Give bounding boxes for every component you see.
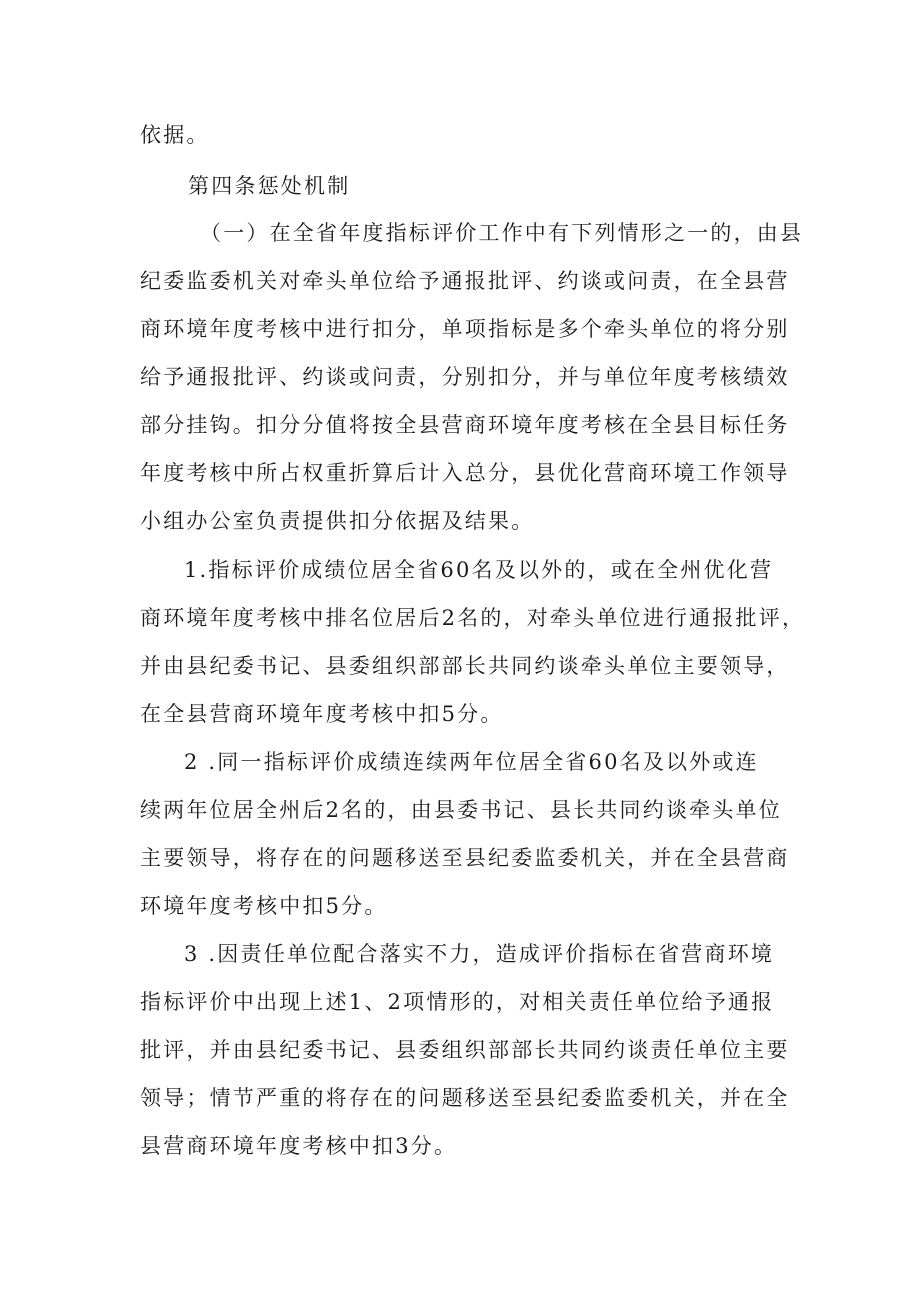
text-line: 依据。 bbox=[140, 123, 210, 147]
text-line: （一）在全省年度指标评价工作中有下列情形之一的，由县 bbox=[200, 221, 804, 245]
text-line: 部分挂钩。扣分分值将按全县营商环境年度考核在全县目标任务 bbox=[140, 413, 790, 437]
text-line: 环境年度考核中扣5分。 bbox=[140, 894, 388, 918]
text-line: 小组办公室负责提供扣分依据及结果。 bbox=[140, 509, 535, 533]
text-line: 3 .因责任单位配合落实不力，造成评价指标在省营商环境 bbox=[184, 942, 775, 966]
text-line: 领导；情节严重的将存在的问题移送至县纪委监委机关，并在全 bbox=[140, 1086, 790, 1110]
section-heading: 第四条惩处机制 bbox=[188, 174, 351, 198]
text-line: 主要领导，将存在的问题移送至县纪委监委机关，并在全县营商 bbox=[140, 846, 790, 870]
text-line: 并由县纪委书记、县委组织部部长共同约谈牵头单位主要领导， bbox=[140, 654, 790, 678]
text-line: 1.指标评价成绩位居全省60名及以外的，或在全州优化营 bbox=[184, 558, 774, 582]
text-line: 纪委监委机关对牵头单位给予通报批评、约谈或问责，在全县营 bbox=[140, 269, 790, 293]
text-line: 年度考核中所占权重折算后计入总分，县优化营商环境工作领导 bbox=[140, 461, 790, 485]
text-line: 给予通报批评、约谈或问责，分别扣分，并与单位年度考核绩效 bbox=[140, 365, 790, 389]
text-line: 批评，并由县纪委书记、县委组织部部长共同约谈责任单位主要 bbox=[140, 1038, 790, 1062]
text-line: 商环境年度考核中排名位居后2名的，对牵头单位进行通报批评， bbox=[140, 606, 806, 630]
text-line: 2 .同一指标评价成绩连续两年位居全省60名及以外或连 bbox=[184, 750, 759, 774]
text-line: 指标评价中出现上述1、2项情形的，对相关责任单位给予通报 bbox=[140, 990, 775, 1014]
text-line: 县营商环境年度考核中扣3分。 bbox=[140, 1134, 458, 1158]
text-line: 续两年位居全州后2名的，由县委书记、县长共同约谈牵头单位 bbox=[140, 798, 782, 822]
text-line: 商环境年度考核中进行扣分，单项指标是多个牵头单位的将分别 bbox=[140, 317, 790, 341]
text-line: 在全县营商环境年度考核中扣5分。 bbox=[140, 702, 504, 726]
